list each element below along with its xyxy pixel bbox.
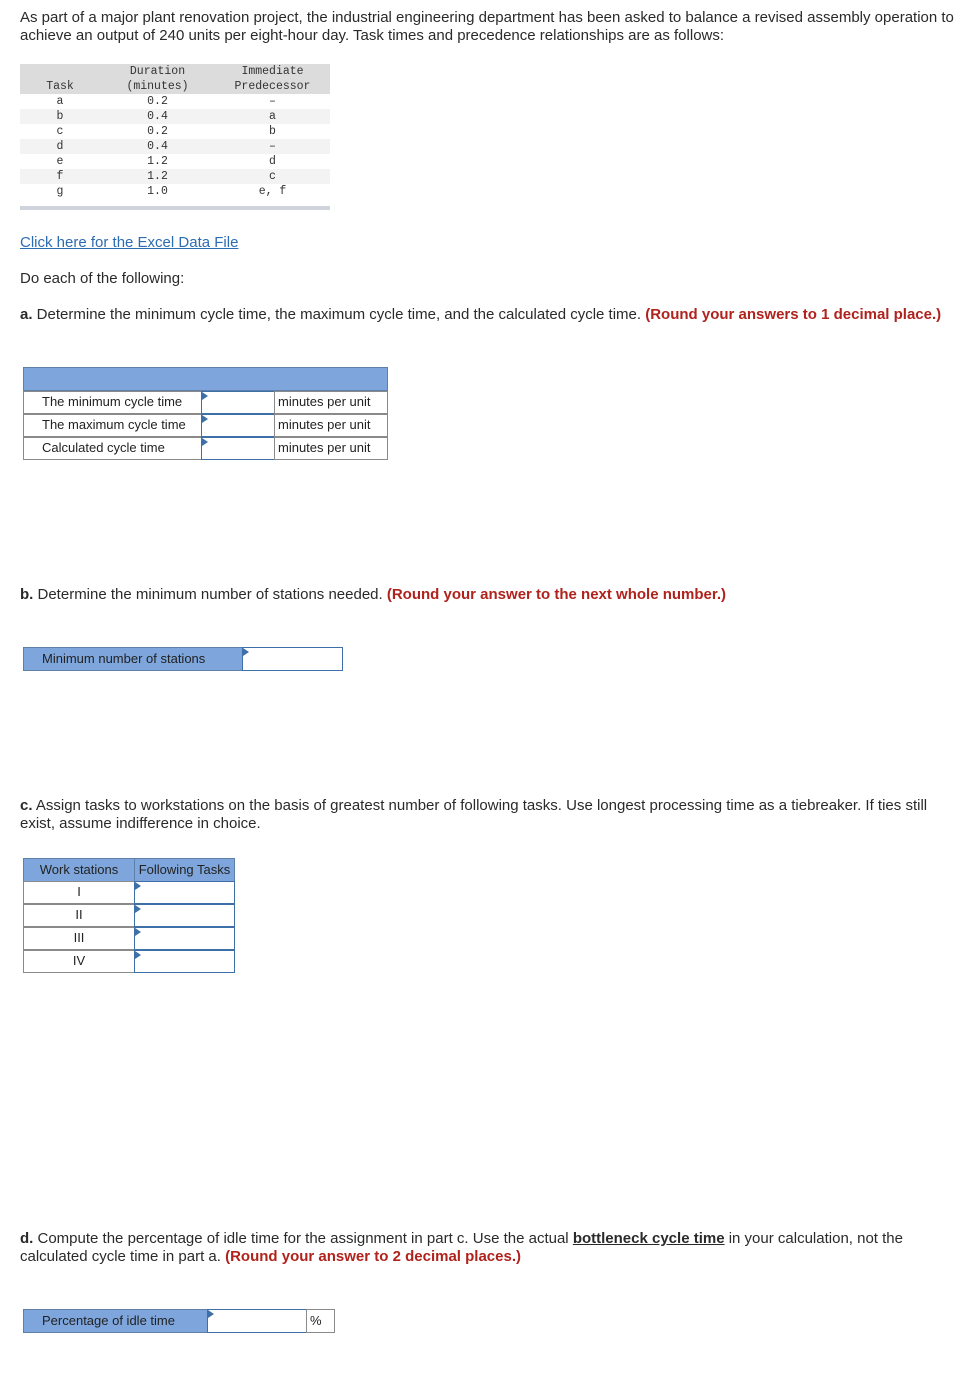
task-cell: c <box>56 125 64 138</box>
duration-cell: 1.2 <box>147 155 168 168</box>
duration-cell: 1.2 <box>147 170 168 183</box>
cycle-time-label: The minimum cycle time <box>23 391 202 414</box>
part-d-text-post: in your calculation, not the calculated cycle time in part a. <box>20 1230 903 1265</box>
task-row <box>20 94 330 109</box>
cycle-time-label: Calculated cycle time <box>23 437 202 460</box>
percent-unit: % <box>306 1309 335 1333</box>
following-tasks-input[interactable] <box>134 881 235 904</box>
input-marker-icon <box>202 392 208 400</box>
following-tasks-input[interactable] <box>134 927 235 950</box>
station-label: III <box>23 927 135 950</box>
header-predecessor-line1: Immediate <box>241 65 304 78</box>
header-task: Task <box>46 80 74 93</box>
input-marker-icon <box>202 415 208 423</box>
intro-text: As part of a major plant renovation project, the industrial engineering department has been asked to balance a revised assembly operation to achieve an output of 240 units per eight-hour day. Task times and precedence relationships are as follows: <box>20 9 954 44</box>
col-header-work-stations: Work stations <box>23 858 135 882</box>
idle-time-label: Percentage of idle time <box>23 1309 208 1333</box>
task-row <box>20 139 330 154</box>
part-c-text: Assign tasks to workstations on the basis of greatest number of following tasks. Use longest processing time as a tiebreaker. If ties still exist, assume indifference in choice. <box>20 797 928 832</box>
following-tasks-input[interactable] <box>134 950 235 973</box>
cycle-time-unit: minutes per unit <box>274 391 388 414</box>
part-d-question <box>20 1230 955 1266</box>
duration-cell: 0.2 <box>147 125 168 138</box>
excel-data-link[interactable]: Click here for the Excel Data File <box>20 234 239 251</box>
input-marker-icon <box>202 438 208 446</box>
min-stations-input[interactable] <box>242 647 343 671</box>
cycle-time-label: The maximum cycle time <box>23 414 202 437</box>
min-stations-label: Minimum number of stations <box>23 647 243 671</box>
part-a-note: (Round your answers to 1 decimal place.) <box>645 306 942 323</box>
task-cell: g <box>56 185 64 198</box>
header-duration-line2: (minutes) <box>126 80 189 93</box>
input-marker-icon <box>243 648 249 656</box>
part-a-header-bar <box>23 367 388 391</box>
cycle-time-input[interactable] <box>201 437 275 460</box>
part-d-letter: d. <box>20 1230 34 1247</box>
duration-cell: 1.0 <box>147 185 168 198</box>
input-marker-icon <box>135 928 141 936</box>
predecessor-cell: b <box>269 125 276 138</box>
predecessor-cell: a <box>269 110 276 123</box>
task-row <box>20 109 330 124</box>
idle-time-input[interactable] <box>207 1309 307 1333</box>
task-row <box>20 154 330 169</box>
task-cell: f <box>56 170 64 183</box>
header-duration-line1: Duration <box>129 65 186 78</box>
input-marker-icon <box>208 1310 214 1318</box>
station-label: II <box>23 904 135 927</box>
part-a-letter: a. <box>20 306 33 323</box>
cycle-time-unit: minutes per unit <box>274 414 388 437</box>
input-marker-icon <box>135 905 141 913</box>
task-cell: a <box>56 95 64 108</box>
following-tasks-input[interactable] <box>134 904 235 927</box>
do-each-text: Do each of the following: <box>20 270 185 287</box>
station-label: IV <box>23 950 135 973</box>
predecessor-cell: d <box>269 155 276 168</box>
cycle-time-input[interactable] <box>201 414 275 437</box>
task-table-header <box>20 64 330 94</box>
duration-cell: 0.2 <box>147 95 168 108</box>
task-table <box>20 64 330 211</box>
predecessor-cell: c <box>269 170 276 183</box>
station-label: I <box>23 881 135 904</box>
duration-cell: 0.4 <box>147 140 168 153</box>
predecessor-cell: – <box>269 140 276 153</box>
task-cell: e <box>56 155 64 168</box>
part-b-letter: b. <box>20 586 34 603</box>
task-row <box>20 169 330 184</box>
predecessor-cell: – <box>269 95 276 108</box>
part-b-question <box>20 586 955 604</box>
part-b-note: (Round your answer to the next whole number.) <box>386 586 727 603</box>
part-c-question <box>20 797 955 833</box>
duration-cell: 0.4 <box>147 110 168 123</box>
task-cell: d <box>56 140 64 153</box>
part-b-text: Determine the minimum number of stations needed. <box>33 586 387 603</box>
task-row <box>20 124 330 139</box>
task-row <box>20 184 330 199</box>
part-d-note: (Round your answer to 2 decimal places.) <box>225 1248 521 1265</box>
input-marker-icon <box>135 882 141 890</box>
part-a-question <box>20 306 955 324</box>
part-d-text-pre: Compute the percentage of idle time for the assignment in part c. Use the actual <box>33 1230 573 1247</box>
bottleneck-cycle-time-link[interactable]: bottleneck cycle time <box>572 1230 725 1247</box>
cycle-time-input[interactable] <box>201 391 275 414</box>
predecessor-cell: e, f <box>258 185 287 198</box>
part-a-text: Determine the minimum cycle time, the maximum cycle time, and the calculated cycle time. <box>32 306 646 323</box>
cycle-time-unit: minutes per unit <box>274 437 388 460</box>
col-header-following-tasks: Following Tasks <box>134 858 235 882</box>
input-marker-icon <box>135 951 141 959</box>
part-c-letter: c. <box>20 797 33 814</box>
table-bottom-rule <box>20 206 330 210</box>
header-predecessor-line2: Predecessor <box>234 80 311 93</box>
task-cell: b <box>56 110 64 123</box>
